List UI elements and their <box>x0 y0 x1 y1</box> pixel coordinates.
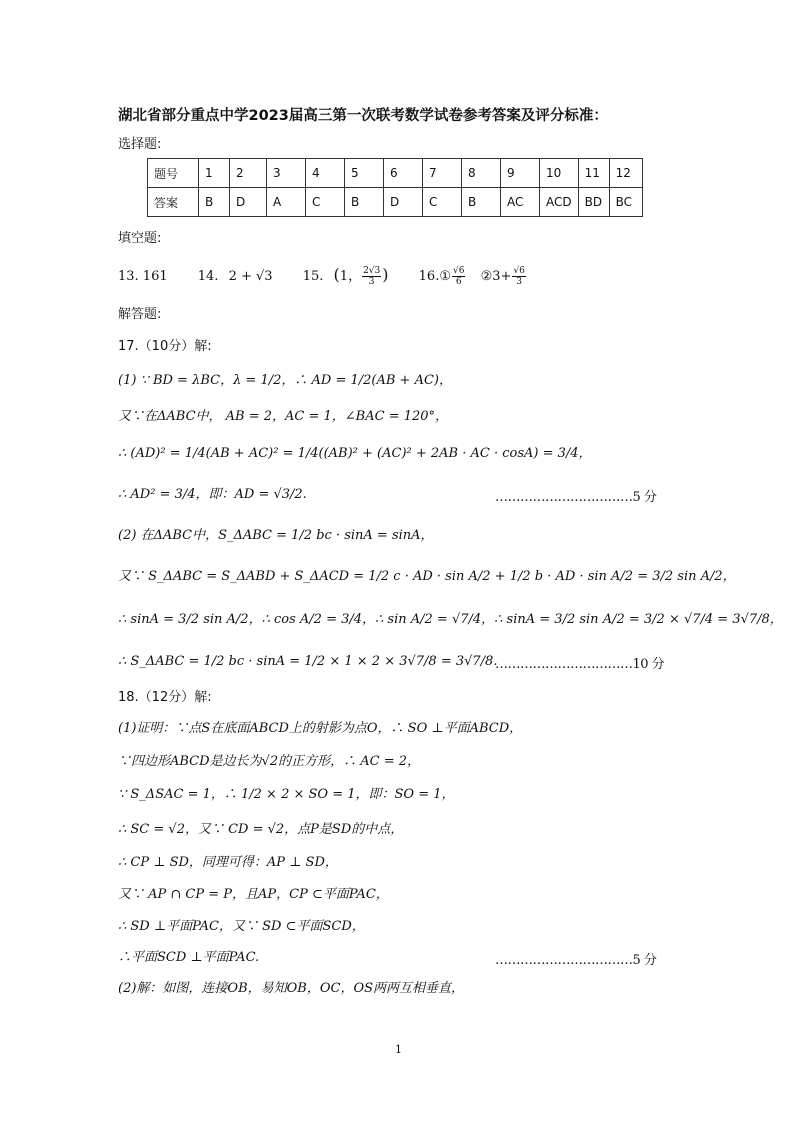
table-cell: 11 <box>578 159 609 188</box>
fill-q16-frac1 <box>452 266 465 287</box>
fill-q14-val: 2 + √3 <box>228 269 273 284</box>
table-cell: C <box>306 188 345 217</box>
q17-line5: (2) 在ΔABC中，S_ΔABC = 1/2 bc · sinA = sinA， <box>118 528 434 543</box>
q17-head: 17.（10分）解: <box>118 339 212 354</box>
page-number: 1 <box>395 1043 402 1056</box>
q17-line7: ∴ sinA = 3/2 sin A/2，∴ cos A/2 = 3/4，∴ sin A/2 = √7/4，∴ sinA = 3/2 sin A/2 = 3/2 × √7/4 = 3√7/8， <box>118 612 783 627</box>
table-cell: B <box>462 188 501 217</box>
q18-line6: 又∵ AP ∩ CP = P，且AP，CP ⊂平面PAC， <box>118 887 389 902</box>
fill-q16-num: 16. <box>418 269 440 284</box>
table-cell: BD <box>578 188 609 217</box>
section-solve: 解答题: <box>118 307 162 322</box>
table-cell: 7 <box>423 159 462 188</box>
paren-close: ) <box>382 265 389 284</box>
table-cell: A <box>267 188 306 217</box>
fill-q14-num: 14. <box>197 269 219 284</box>
table-cell: C <box>423 188 462 217</box>
table-cell: 10 <box>540 159 579 188</box>
q17-line6: 又∵ S_ΔABC = S_ΔABD + S_ΔACD = 1/2 c · AD · sin A/2 + 1/2 b · AD · sin A/2 = 3/2 sin A/2， <box>118 569 736 584</box>
q17-line1: (1) ∵ BD = λBC，λ = 1/2，∴ AD = 1/2(AB + AC)， <box>118 373 452 388</box>
q17-line8: ∴ S_ΔABC = 1/2 bc · sinA = 1/2 × 1 × 2 × 3√7/8 = 3√7/8. <box>118 654 498 669</box>
fill-q15-fraction <box>362 266 381 287</box>
table-cell: D <box>384 188 423 217</box>
table-cell: BC <box>609 188 642 217</box>
table-row-numbers <box>148 159 643 188</box>
table-cell: 8 <box>462 159 501 188</box>
fill-q15-num: 15. <box>302 269 324 284</box>
q18-line8: ∴平面SCD ⊥平面PAC. <box>118 950 260 965</box>
table-cell: 6 <box>384 159 423 188</box>
q17-line2: 又∵在ΔABC中， AB = 2，AC = 1，∠BAC = 120°， <box>118 409 449 424</box>
fill-q16-c1: ① <box>439 269 451 284</box>
q18-line9: (2)解：如图，连接OB，易知OB，OC，OS两两互相垂直， <box>118 981 465 996</box>
table-row-answers <box>148 188 643 217</box>
fill-q16-frac2 <box>512 266 525 287</box>
table-cell: 4 <box>306 159 345 188</box>
fill-q16-c2: ②3+ <box>480 269 512 284</box>
table-header-label: 题号 <box>148 159 199 188</box>
table-cell: ACD <box>540 188 579 217</box>
q18-line5: ∴ CP ⊥ SD，同理可得：AP ⊥ SD， <box>118 855 338 870</box>
table-cell: 2 <box>230 159 267 188</box>
fill-q15-a: 1， <box>339 269 362 284</box>
q18-line3: ∵ S_ΔSAC = 1，∴ 1/2 × 2 × SO = 1，即：SO = 1， <box>118 787 455 802</box>
table-cell: 1 <box>199 159 230 188</box>
q18-score1: ……………………………5 分 <box>495 953 657 968</box>
fill-answers <box>118 266 527 287</box>
fraction-bottom: 6 <box>455 277 462 287</box>
table-cell: 5 <box>345 159 384 188</box>
table-cell: B <box>199 188 230 217</box>
q18-line1: (1)证明：∵点S在底面ABCD上的射影为点O，∴ SO ⊥平面ABCD， <box>118 721 523 736</box>
paren-open: ( <box>333 265 340 284</box>
fill-q13: 13. 161 <box>118 269 168 284</box>
table-cell: AC <box>501 188 540 217</box>
table-cell: 3 <box>267 159 306 188</box>
table-cell: 9 <box>501 159 540 188</box>
q18-line7: ∴ SD ⊥平面PAC，又∵ SD ⊂平面SCD， <box>118 919 365 934</box>
fraction-top: √6 <box>513 266 525 276</box>
q17-line3: ∴ (AD)² = 1/4(AB + AC)² = 1/4((AB)² + (AC)² + 2AB · AC · cosA) = 3/4， <box>118 446 592 461</box>
table-cell: 12 <box>609 159 642 188</box>
q18-head: 18.（12分）解: <box>118 690 212 705</box>
fraction-bottom: 3 <box>368 277 375 287</box>
q18-line2: ∵四边形ABCD是边长为√2的正方形，∴ AC = 2， <box>118 754 421 769</box>
q17-score1: ……………………………5 分 <box>495 490 657 505</box>
q17-line4: ∴ AD² = 3/4，即：AD = √3/2. <box>118 487 307 502</box>
fraction-bottom: 3 <box>516 277 523 287</box>
page-title: 湖北省部分重点中学2023届高三第一次联考数学试卷参考答案及评分标准： <box>118 108 608 124</box>
answer-table <box>147 158 643 217</box>
q17-score2: ……………………………10 分 <box>495 657 665 672</box>
section-fill: 填空题: <box>118 231 162 246</box>
table-cell: B <box>345 188 384 217</box>
q18-line4: ∴ SC = √2，又∵ CD = √2，点P是SD的中点， <box>118 822 404 837</box>
fraction-top: 2√3 <box>363 266 381 276</box>
fraction-top: √6 <box>453 266 465 276</box>
table-cell: D <box>230 188 267 217</box>
table-answer-label: 答案 <box>148 188 199 217</box>
section-choice: 选择题: <box>118 137 162 152</box>
